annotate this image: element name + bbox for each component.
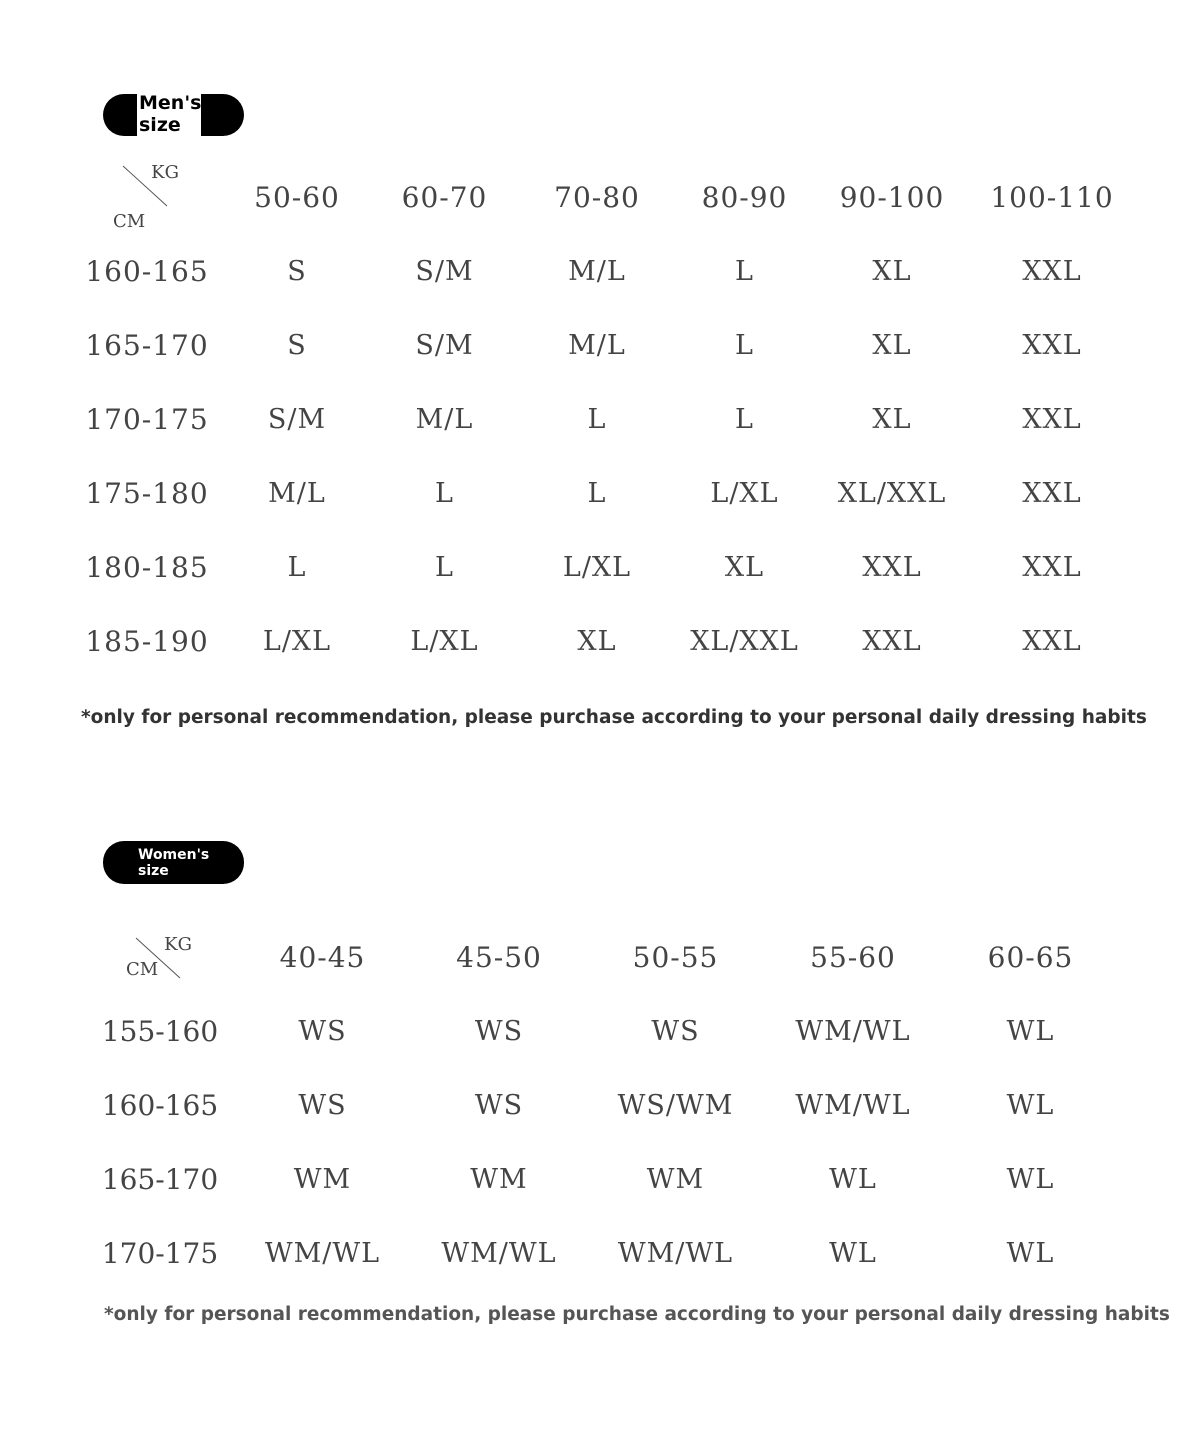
mens-size-cell: L — [587, 477, 607, 509]
mens-size-cell: XXL — [862, 551, 922, 583]
mens-size-cell: M/L — [415, 403, 474, 435]
womens-cm-label: CM — [126, 959, 159, 980]
womens-recommendation-note: *only for personal recommendation, please purchase according to your personal daily dressing habits — [104, 1304, 1170, 1325]
mens-size-cell: XL — [872, 329, 912, 361]
mens-height-row-header: 185-190 — [85, 624, 209, 658]
mens-weight-column-header: 50-60 — [254, 180, 340, 214]
womens-size-cell: WS — [298, 1015, 347, 1047]
mens-size-cell: L — [587, 403, 607, 435]
mens-height-row-header: 160-165 — [85, 254, 209, 288]
womens-size-cell: WS — [298, 1089, 347, 1121]
womens-height-row-header: 165-170 — [101, 1162, 219, 1196]
womens-height-row-header: 170-175 — [101, 1236, 219, 1270]
mens-weight-column-header: 90-100 — [839, 180, 945, 214]
womens-corner-header — [120, 932, 200, 982]
mens-size-cell: XL/XXL — [690, 625, 799, 657]
womens-size-table — [85, 920, 1145, 1290]
mens-size-cell: L — [287, 551, 307, 583]
mens-kg-label: KG — [151, 162, 179, 183]
mens-size-cell: S/M — [267, 403, 327, 435]
womens-size-cell: WL — [1006, 1089, 1055, 1121]
mens-size-cell: XXL — [1022, 255, 1082, 287]
mens-size-cell: L — [435, 477, 454, 509]
mens-corner-header — [107, 160, 187, 234]
womens-size-cell: WS — [651, 1015, 700, 1047]
mens-height-row-header: 165-170 — [85, 328, 209, 362]
mens-size-cell: L — [735, 255, 754, 287]
womens-size-cell: WM/WL — [264, 1237, 381, 1269]
womens-height-row-header: 155-160 — [101, 1014, 219, 1048]
mens-size-cell: S — [287, 329, 307, 361]
mens-height-row-header: 180-185 — [85, 550, 209, 584]
womens-size-cell: WL — [1006, 1015, 1055, 1047]
womens-size-cell: WS/WM — [617, 1089, 734, 1121]
womens-size-cell: WM/WL — [441, 1237, 557, 1269]
womens-size-cell: WM/WL — [795, 1089, 911, 1121]
mens-size-cell: XL — [724, 551, 765, 583]
mens-size-badge — [103, 94, 244, 136]
womens-size-cell: WL — [829, 1163, 877, 1195]
womens-kg-label: KG — [164, 934, 192, 955]
womens-size-cell: WL — [829, 1237, 877, 1269]
womens-height-row-header: 160-165 — [101, 1088, 219, 1122]
womens-size-cell: WM/WL — [617, 1237, 734, 1269]
mens-cm-label: CM — [113, 211, 146, 232]
mens-size-cell: XXL — [1022, 551, 1082, 583]
mens-size-badge-label: Men's size — [139, 92, 202, 136]
mens-size-cell: L — [735, 329, 754, 361]
womens-size-cell: WM/WL — [795, 1015, 911, 1047]
mens-size-cell: L/XL — [410, 625, 479, 657]
womens-weight-column-header: 40-45 — [279, 940, 366, 974]
mens-size-cell: S — [287, 255, 307, 287]
mens-weight-column-header: 60-70 — [401, 180, 488, 214]
mens-recommendation-note: *only for personal recommendation, please purchase according to your personal daily dressing habits — [81, 707, 1147, 728]
womens-size-badge — [103, 841, 244, 884]
mens-size-cell: XXL — [862, 625, 922, 657]
mens-size-cell: XXL — [1022, 477, 1082, 509]
mens-size-cell: L/XL — [562, 551, 632, 583]
womens-size-cell: WM — [646, 1163, 705, 1195]
mens-size-cell: M/L — [568, 329, 626, 361]
mens-size-cell: M/L — [568, 255, 626, 287]
womens-size-cell: WS — [474, 1015, 524, 1047]
mens-size-cell: XL — [577, 625, 617, 657]
mens-size-cell: XXL — [1022, 625, 1082, 657]
womens-weight-column-header: 55-60 — [810, 940, 896, 974]
womens-size-badge-label: Women's size — [138, 847, 210, 879]
mens-size-cell: XXL — [1022, 329, 1082, 361]
womens-weight-column-header: 45-50 — [456, 940, 542, 974]
mens-size-cell: S/M — [415, 329, 474, 361]
womens-size-cell: WS — [474, 1089, 524, 1121]
mens-height-row-header: 175-180 — [85, 476, 209, 510]
womens-weight-column-header: 50-55 — [632, 940, 719, 974]
mens-weight-column-header: 100-110 — [990, 180, 1114, 214]
mens-weight-column-header: 80-90 — [701, 180, 788, 214]
mens-weight-column-header: 70-80 — [554, 180, 640, 214]
mens-height-row-header: 170-175 — [85, 402, 209, 436]
mens-size-cell: M/L — [268, 477, 326, 509]
womens-size-cell: WL — [1006, 1237, 1055, 1269]
womens-size-cell: WL — [1006, 1163, 1055, 1195]
womens-size-cell: WM — [470, 1163, 528, 1195]
mens-size-cell: L/XL — [262, 625, 332, 657]
mens-size-cell: S/M — [415, 255, 474, 287]
womens-size-cell: WM — [293, 1163, 352, 1195]
mens-size-table — [72, 160, 1132, 678]
mens-size-cell: L — [435, 551, 454, 583]
mens-size-cell: XL — [872, 403, 912, 435]
mens-size-cell: XL — [872, 255, 912, 287]
womens-weight-column-header: 60-65 — [987, 940, 1074, 974]
mens-size-cell: XXL — [1022, 403, 1082, 435]
mens-size-cell: XL/XXL — [837, 477, 947, 509]
mens-size-cell: L — [735, 403, 754, 435]
mens-size-cell: L/XL — [710, 477, 779, 509]
